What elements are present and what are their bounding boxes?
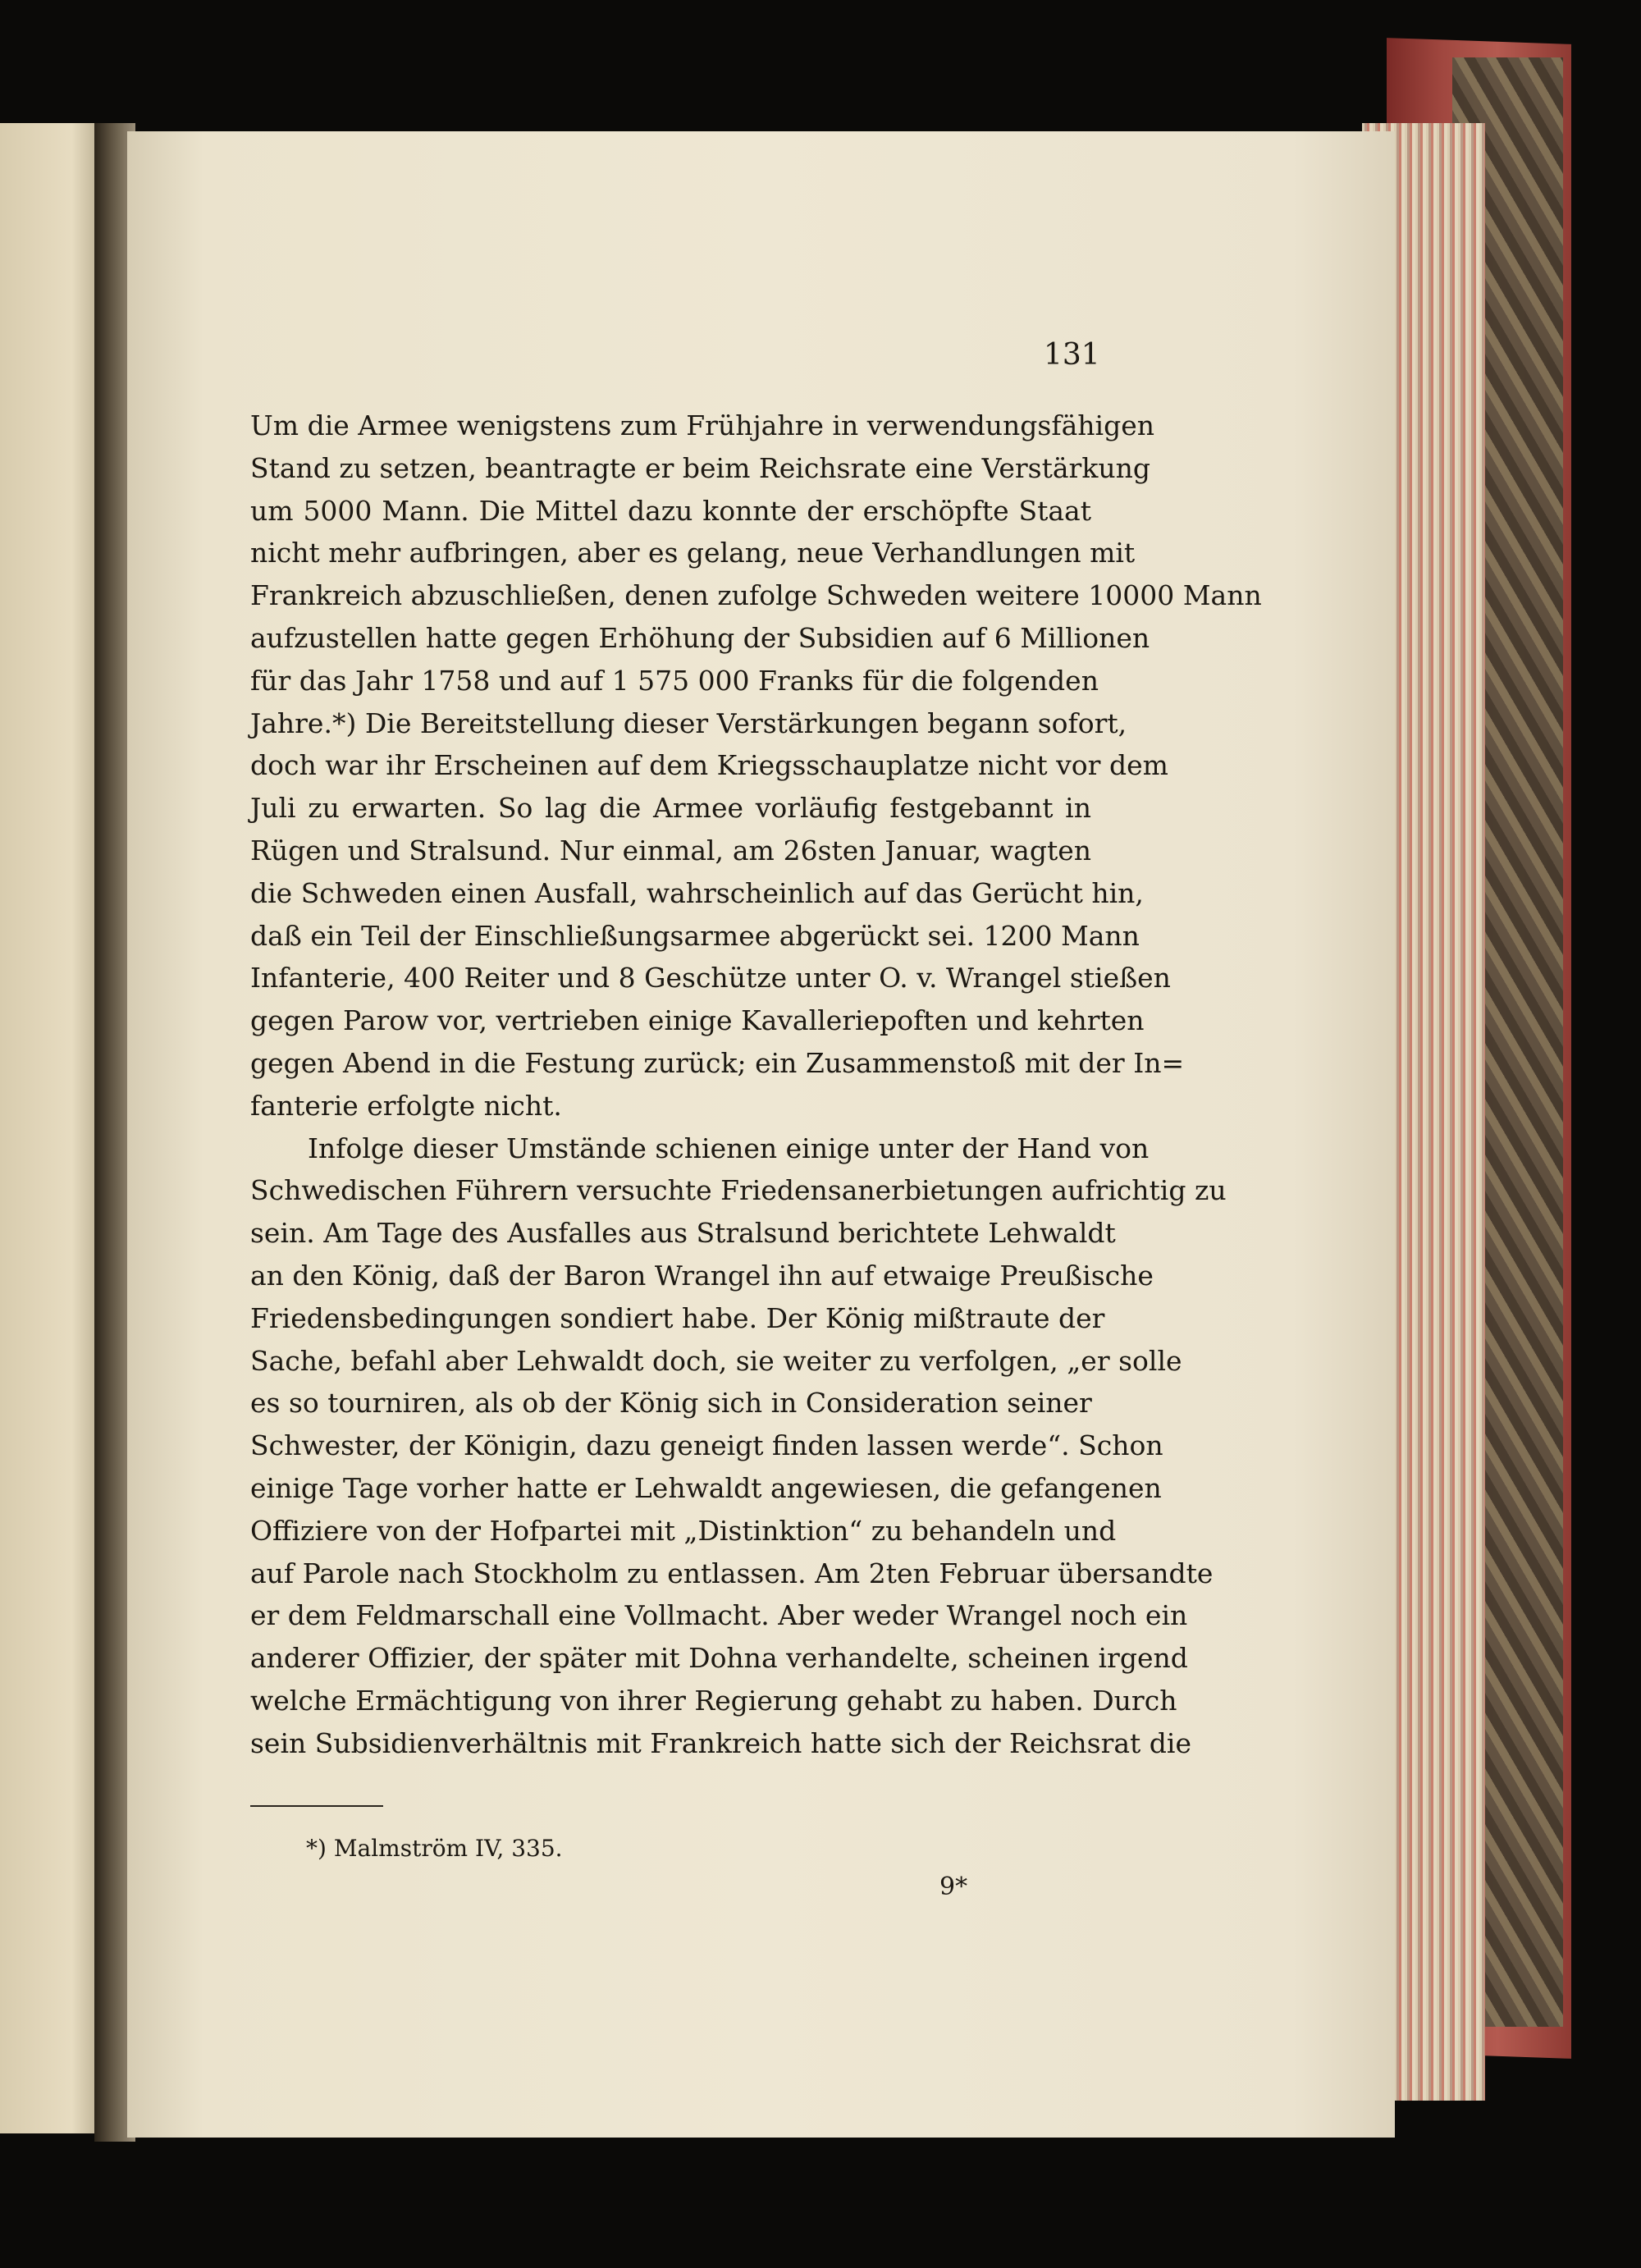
page-number: 131 (1044, 338, 1100, 372)
text-line: einige Tage vorher hatte er Lehwaldt angewiesen, die gefangenen (250, 1471, 1162, 1504)
text-line: gegen Abend in die Festung zurück; ein Zusammenstoß mit der In= (250, 1046, 1185, 1079)
text-line: Jahre.*) Die Bereitstellung dieser Verstärkungen begann sofort, (250, 706, 1127, 739)
text-line: sein. Am Tage des Ausfalles aus Stralsund berichtete Lehwaldt (250, 1217, 1116, 1250)
text-line: anderer Offizier, der später mit Dohna verhandelte, scheinen irgend (250, 1642, 1188, 1675)
text-line: die Schweden einen Ausfall, wahrscheinlich auf das Gerücht hin, (250, 876, 1144, 909)
text-line: Rügen und Stralsund. Nur einmal, am 26sten Januar, wagten (250, 834, 1091, 867)
text-line: Sache, befahl aber Lehwaldt doch, sie weiter zu verfolgen, „er solle (250, 1344, 1182, 1377)
text-line: Schwester, der Königin, dazu geneigt finden lassen werde“. Schon (250, 1429, 1163, 1462)
text-line: gegen Parow vor, vertrieben einige Kavalleriepoften und kehrten (250, 1004, 1145, 1037)
text-line: für das Jahr 1758 und auf 1 575 000 Franks für die folgenden (250, 664, 1099, 697)
text-line: Infolge dieser Umstände schienen einige unter der Hand von (308, 1132, 1150, 1164)
text-line: Offiziere von der Hofpartei mit „Distinktion“ zu behandeln und (250, 1514, 1117, 1547)
text-line: an den König, daß der Baron Wrangel ihn auf etwaige Preußische (250, 1259, 1154, 1292)
text-line: Schwedischen Führern versuchte Friedensanerbietungen aufrichtig zu (250, 1174, 1227, 1207)
text-line: Stand zu setzen, beantragte er beim Reichsrate eine Verstärkung (250, 451, 1150, 484)
body-text (250, 405, 1262, 1765)
text-line: doch war ihr Erscheinen auf dem Kriegsschauplatze nicht vor dem (250, 749, 1168, 782)
text-line: Infanterie, 400 Reiter und 8 Geschütze unter O. v. Wrangel stießen (250, 962, 1171, 995)
left-page-edge (0, 123, 103, 2133)
text-line: um 5000 Mann. Die Mittel dazu konnte der erschöpfte Staat (250, 494, 1091, 527)
footnote: *) Malmström IV, 335. (306, 1835, 563, 1862)
text-line: Um die Armee wenigstens zum Frühjahre in verwendungsfähigen (250, 409, 1154, 441)
text-line: aufzustellen hatte gegen Erhöhung der Subsidien auf 6 Millionen (250, 621, 1150, 654)
footnote-rule (250, 1805, 383, 1807)
text-line: daß ein Teil der Einschließungsarmee abgerückt sei. 1200 Mann (250, 919, 1140, 952)
text-line: welche Ermächtigung von ihrer Regierung gehabt zu haben. Durch (250, 1684, 1177, 1717)
text-line: fanterie erfolgte nicht. (250, 1089, 562, 1122)
signature-mark: 9* (939, 1872, 968, 1901)
text-line: es so tourniren, als ob der König sich in Consideration seiner (250, 1387, 1092, 1420)
text-line: er dem Feldmarschall eine Vollmacht. Aber weder Wrangel noch ein (250, 1599, 1188, 1632)
text-line: Friedensbedingungen sondiert habe. Der König mißtraute der (250, 1301, 1105, 1334)
text-line: nicht mehr aufbringen, aber es gelang, neue Verhandlungen mit (250, 537, 1136, 569)
text-line: Frankreich abzuschließen, denen zufolge Schweden weitere 10000 Mann (250, 579, 1262, 612)
text-line: sein Subsidienverhältnis mit Frankreich hatte sich der Reichsrat die (250, 1726, 1192, 1759)
text-line: auf Parole nach Stockholm zu entlassen. Am 2ten Februar übersandte (250, 1557, 1214, 1589)
text-line: Juli zu erwarten. So lag die Armee vorläufig festgebannt in (250, 792, 1091, 825)
